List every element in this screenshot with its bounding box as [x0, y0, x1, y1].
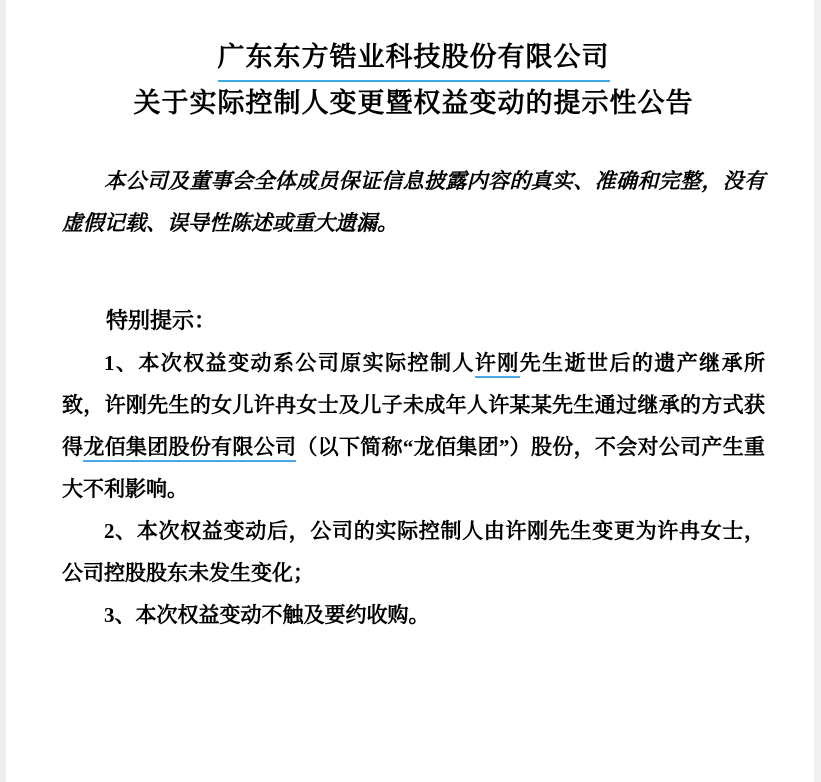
notice-item: [62, 510, 765, 594]
notice-item-highlight: 许刚: [475, 351, 520, 378]
spacer-after-title: [62, 124, 765, 160]
notice-item-highlight: 龙佰集团股份有限公司: [83, 435, 296, 462]
disclaimer-paragraph: 本公司及董事会全体成员保证信息披露内容的真实、准确和完整，没有虚假记载、误导性陈述或重大遗漏。: [62, 169, 765, 236]
notice-item-text: 本次权益变动后，公司的实际控制人由许刚先生变更为许冉女士，公司控股股东未发生变化；: [62, 519, 766, 586]
title-line-company: 广东东方锆业科技股份有限公司: [218, 36, 610, 82]
notice-item-number: 3、: [104, 603, 136, 628]
notice-item-number: 2、: [104, 519, 137, 544]
document-title-block: [62, 0, 765, 124]
notice-item-text: 本次权益变动不触及要约收购。: [135, 603, 430, 628]
special-notice-heading: 特别提示：: [106, 308, 217, 334]
title-line-subject: 关于实际控制人变更暨权益变动的提示性公告: [133, 87, 694, 118]
notice-item-text: 本次权益变动系公司原实际控制人: [138, 351, 475, 376]
notice-item-list: [62, 342, 765, 636]
notice-item-text: 先生逝世后的遗产继承所致，许刚先生的女儿许冉女士及儿子未成年人许某某先生通过继承的方式获得: [62, 351, 766, 460]
notice-item: [62, 342, 765, 510]
notice-item-number: 1、: [104, 351, 139, 376]
spacer-after-disclaimer: [62, 244, 765, 300]
title-line-company-wrapper: [62, 36, 765, 82]
notice-item: [62, 594, 765, 636]
notice-item-text: （以下简称“龙佰集团”）股份，不会对公司产生重大不利影响。: [62, 435, 766, 502]
